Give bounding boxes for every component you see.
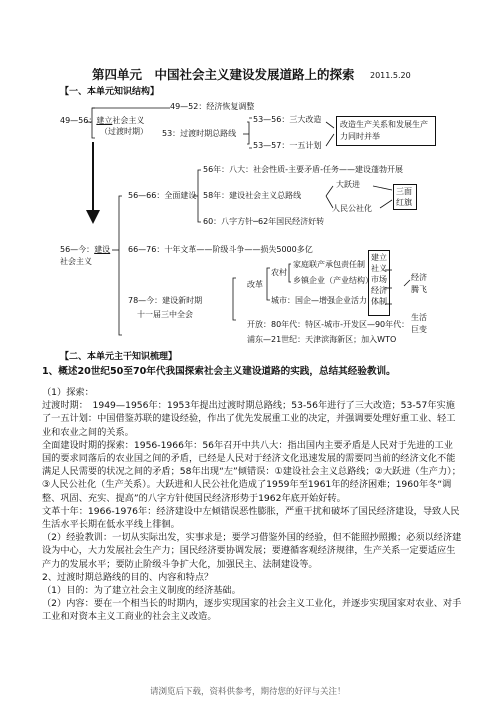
node-chengshi: 城市：国企—增强企业活力 — [271, 296, 367, 305]
answer-1-block — [42, 386, 462, 624]
answer-1-culturalrev: 文革十年：1966-1976年：经济建设中左倾错误恶性膨胀，严重干扰和破坏了国民经济建设，导致人民生活水平长期在低水平线上徘徊。 — [42, 505, 460, 531]
node-5666: 56—66：全面建设 — [128, 191, 197, 200]
node-shenghuo-jubian: 生活巨变 — [411, 313, 427, 334]
answer-1-lessons: （2）经验教训：一切从实际出发，实事求是；要学习借鉴外国的经验，但不能照抄照搬；必须以经济建设为中心，大力发展社会生产力；国民经济要协调发展；要遵循客观经济规律，生产关系一定要适应生产力的发展水平；要防止阶级斗争扩大化，加强民主、法制建设等。 — [42, 532, 462, 570]
answer-1-label: （1）探索： — [42, 387, 94, 398]
node-5357-line: 53：过渡时期总路线 — [162, 129, 237, 138]
node-4952: 49—52：经济恢复调整 — [170, 102, 255, 111]
node-4956-bracket: （过渡时期） — [100, 127, 148, 136]
node-58: 58年：建设社会主义总路线 — [203, 191, 302, 200]
node-dayuejin: 大跃进 — [336, 180, 360, 189]
answer-1-fullbuild: 全面建设时期的探索：1956-1966年：56年召开中共八大：指出国内主要矛盾是人民对于先进的工业国的要求同落后的农业国之间的矛盾，已经是人民对于经济文化迅速发展的需要同当前的经济文化不能满足人民需要的状况之间的矛盾；58年出现“左”倾错误：①建设社会主义总路线；②大跃进（生产力）；③人民公社化（生产关系）。大跃进和人民公社化造成了1959年至1961年的经济困难；1960年冬“调整、巩固、充实、提高”的八字方针使国民经济形势于1962年底开始好转。 — [42, 439, 461, 504]
page-date: 2011.5.20 — [370, 71, 411, 80]
answer-1-transition: 过渡时期： 1949—1956年：1953年提出过渡时期总路线；53-56年进行了三大改造；53-57年实施了一五计划：中国借鉴苏联的建设经验，作出了优先发展重工业的决定，并强调要处理好重工业、轻工业和农业之间的关系。 — [42, 400, 456, 438]
node-xiangzhen: 乡镇企业（产业结构） — [293, 276, 373, 285]
section2-heading: 【二、本单元主干知识梳理】 — [60, 352, 178, 362]
node-56now-range: 56—今： — [60, 245, 95, 254]
node-4956-rest: 社会主义 — [112, 116, 145, 125]
node-78: 78—今：建设新时期 — [128, 296, 203, 305]
question-2: 2、过渡时期总路线的目的、内容和特点？ — [42, 571, 214, 583]
node-60: 60：八字方针─62年国民经济好转 — [203, 217, 325, 226]
node-4956-jianli: 建立 — [96, 116, 113, 125]
node-renminshe: 人民公社化 — [332, 204, 372, 213]
section1-heading: 【一、本单元知识结构】 — [60, 87, 160, 97]
structure-lines — [0, 0, 500, 350]
node-5356: 53—56：三大改造 — [253, 115, 322, 124]
node-5357-plan: 53—57：一五计划 — [253, 141, 322, 150]
node-56now-jianshe: 建设 — [94, 245, 111, 254]
node-nongcun: 农村 — [271, 268, 287, 277]
node-4956-range: 49—56： — [60, 116, 97, 125]
box-market-system: 建立社义市场经济体制 — [368, 250, 390, 316]
answer-2-content: （2）内容：要在一个相当长的时期内，逐步实现国家的社会主义工业化，并逐步实现国家对农业、对手工业和对资本主义工商业的社会主义改造。 — [42, 598, 462, 623]
node-gaige: 改革 — [247, 280, 263, 289]
answer-2-purpose: （1）目的：为了建立社会主义制度的经济基础。 — [42, 585, 241, 597]
node-56now-rest: 社会主义 — [60, 257, 92, 266]
node-1123: 十一届三中全会 — [137, 310, 193, 319]
node-56-8th: 56年：八大：社会性质-主要矛盾-任务——建设蓬勃开展 — [203, 165, 403, 174]
node-56now — [60, 245, 110, 254]
node-jiating: 家庭联产承包责任制 — [293, 260, 365, 269]
box-change-relations: 改造生产关系和发展生产力同时并举 — [336, 116, 436, 146]
footer-note: 请浏览后下载，资料供参考，期待您的好评与关注！ — [150, 687, 346, 697]
page-title: 第四单元 中国社会主义建设发展道路上的探索 — [92, 67, 355, 82]
node-jingji-tengfei: 经济腾飞 — [411, 273, 427, 294]
node-kaifang: 开放：80年代：特区-城市-开发区—90年代： — [247, 320, 410, 329]
node-4956 — [60, 116, 144, 125]
node-6676: 66—76：十年文革——阶级斗争——损失5000多亿 — [128, 245, 313, 254]
node-pudong: 浦东—21世纪：天津滨海新区；加入WTO — [247, 335, 397, 344]
question-1: 1、概述20世纪50至70年代我国探索社会主义建设道路的实践，总结其经验教训。 — [42, 366, 396, 377]
box-sanmian-hongqi: 三面红旗 — [393, 184, 417, 210]
